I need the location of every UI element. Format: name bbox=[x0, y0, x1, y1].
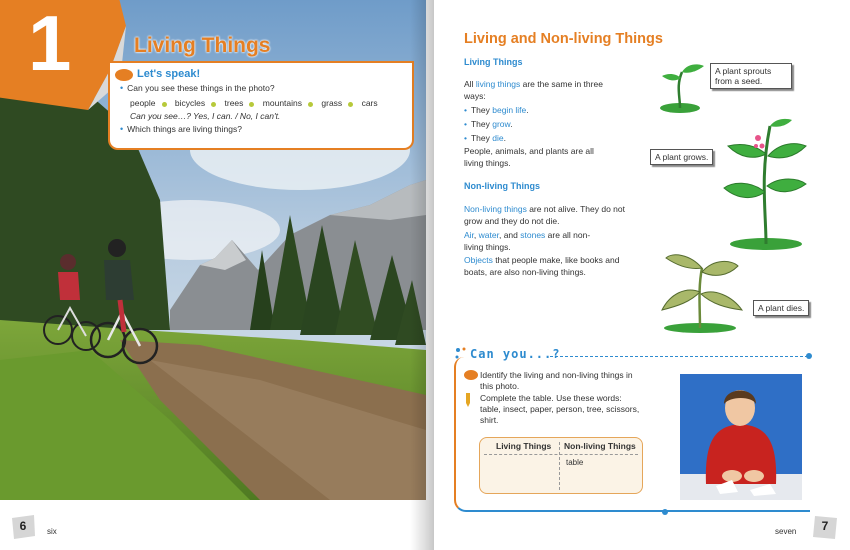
task-identify: Identify the living and non-living things in this photo. bbox=[480, 370, 633, 391]
page-number-left: 6 bbox=[19, 519, 27, 533]
chapter-title: Living Things bbox=[134, 34, 271, 57]
growing-plant-illustration bbox=[722, 116, 808, 252]
speak-word-list bbox=[130, 98, 404, 108]
page-word-right: seven bbox=[775, 527, 797, 536]
nonliving-paragraph-3: Objects that people make, like books and boats, are also non-living things. bbox=[464, 255, 620, 277]
caption-grows: A plant grows. bbox=[650, 149, 713, 165]
page-number-right: 7 bbox=[821, 519, 829, 533]
speech-bubble-icon bbox=[115, 69, 133, 81]
word-item: cars bbox=[361, 98, 378, 109]
list-item: • They grow. bbox=[464, 119, 513, 129]
non-living-things-heading: Non-living Things bbox=[464, 181, 540, 191]
list-item: • They begin life. bbox=[464, 105, 529, 115]
list-item: • They die. bbox=[464, 133, 506, 143]
word-item: bicycles bbox=[174, 98, 206, 109]
living-note: People, animals, and plants are all living things. bbox=[464, 146, 594, 168]
living-ways-list bbox=[464, 103, 529, 145]
speak-question-1: • Can you see these things in the photo? bbox=[120, 83, 275, 93]
model-sentence: Can you see…? Yes, I can. / No, I can't. bbox=[130, 111, 281, 122]
page-word-left: six bbox=[47, 527, 57, 536]
nonliving-paragraph-2: Air, water, and stones are all non-living things. bbox=[464, 230, 591, 252]
page-number-badge-left bbox=[10, 514, 36, 540]
word-item: people bbox=[130, 98, 156, 109]
boy-cutting-paper-photo bbox=[680, 374, 802, 500]
nonliving-paragraph-1: Non-living things are not alive. They do not grow and they do not die. bbox=[464, 204, 625, 226]
table-header-nonliving: Non-living Things bbox=[564, 441, 636, 451]
task-complete-table: Complete the table. Use these words: table, insect, paper, person, tree, scissors, shirt. bbox=[480, 393, 640, 425]
word-item: trees bbox=[224, 98, 244, 109]
left-footer bbox=[0, 500, 426, 550]
can-you-heading: Can you...? bbox=[470, 347, 561, 361]
lets-speak-heading: Let's speak! bbox=[137, 68, 201, 80]
table-header-living: Living Things bbox=[496, 441, 552, 451]
word-item: grass bbox=[321, 98, 343, 109]
speech-bubble-icon bbox=[464, 370, 478, 380]
dying-plant-illustration bbox=[656, 248, 746, 334]
pencil-icon bbox=[464, 393, 474, 407]
frame-end-dot bbox=[662, 509, 668, 515]
caption-dies: A plant dies. bbox=[753, 300, 809, 316]
chapter-number: 1 bbox=[28, 0, 72, 87]
table-cell-example: table bbox=[566, 458, 584, 467]
right-page bbox=[426, 0, 850, 550]
living-intro: All living things are the same in three ways: bbox=[464, 79, 603, 101]
page-title: Living and Non-living Things bbox=[464, 31, 663, 47]
living-things-heading: Living Things bbox=[464, 57, 523, 67]
caption-sprout: A plant sprouts from a seed. bbox=[710, 63, 792, 89]
word-item: mountains bbox=[262, 98, 303, 109]
sprout-illustration bbox=[658, 58, 708, 114]
page-number-badge-right bbox=[812, 514, 838, 540]
lets-speak-box bbox=[108, 61, 414, 150]
speak-question-2: • Which things are living things? bbox=[120, 124, 242, 135]
living-nonliving-table bbox=[479, 437, 643, 494]
